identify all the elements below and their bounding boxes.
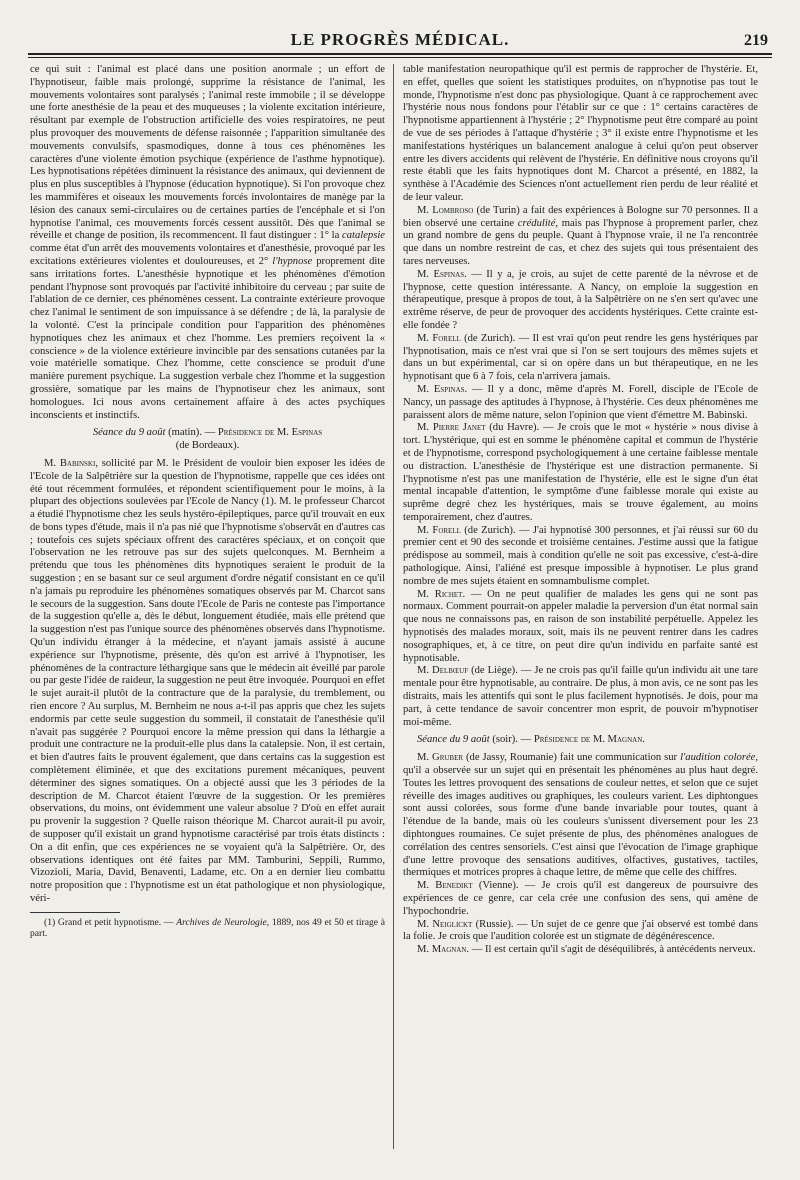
speaker-name: M. Lombroso [417,204,474,216]
paragraph: M. Magnan. — Il est certain qu'il s'agit de déséquilibrés, à antécédents nerveux. [417,944,756,956]
journal-title: LE PROGRÈS MÉDICAL. [290,30,510,49]
paragraph: M. Delbœuf (de Liège). — Je ne crois pas qu'il faille qu'un individu ait une tare mentale pour être hypnotisable, au contraire. De plus, à mon avis, ce ne sont pas les distraits, mais les attentifs qui sont le plus facilement hypnotisés. Je dois, pour ma part, à cette tendance de savoir concentrer mon esprit, de pouvoir m'hypnotiser moi-même. [403,665,758,728]
paragraph: ce qui suit : l'animal est placé dans une position anormale ; un effort de l'hypnotiseur, faible mais prolongé, supprime la résistance de l'animal, les mouvements volontaires sont paralysés ; l'animal reste immobile ; il se développe une forte anesthésie de la peau et des muqueuses ; la violente excitation intérieure, résultant par exemple de l'obstruction artificielle des voies respiratoires, ne peut plus provoquer des mouvements de défense raisonnée ; l'apparition simultanée des mouvements convulsifs, spasmodiques, donne à tous ces phénomènes les caractères d'une violente émotion psychique (expérience de l'asthme hypnotique). Les hypnotisations répétées diminuent la résistance des animaux, qui deviennent de plus en plus susceptibles à l'hypnose (éducation hypnotique). Si l'on provoque chez les mammifères et oiseaux les mouvements forcés involontaires de manège par la lésion des canaux semi-circulaires ou de certaines parties de l'encéphale et si l'on hypnotise l'animal, ces mouvements forcés cessent aussitôt. Dès que l'animal se réveille et change de position, ils recommencent. Il faut distinguer : 1° la catalepsie comme état d'un arrêt des mouvements volontaires et d'anesthésie, provoqué par les excitations extérieures violentes et douloureuses, et 2° l'hypnose proprement dite sans irritations fortes. L'anesthésie hypnotique et les phénomènes d'émotion pendant l'hypnose sont provoqués par l'activité inhibitoire du cerveau ; par suite de l'ablation de ce dernier, ces phénomènes cessent. La contrainte extérieure provoque chez l'animal le sentiment de son impuissance à se défendre ; de là, la paralysie de la volonté. C'est la principale condition pour l'apparition des phénomènes hypnotiques chez les animaux et chez l'homme. Les premiers reçoivent la « conscience » de la violence extérieure invincible par des sensations cutanées par la voie matérielle somatique. Chez l'homme, cette conscience se produit d'une manière purement psychique. La suggestion verbale chez l'homme et la suggestion grossière, somatique par les mains de l'hypnotiseur chez les animaux, sont homologues. Ici nous avons certainement affaire à des actes psychiques inconscients et instinctifs. [30,64,385,421]
speaker-name: M. Magnan [417,944,467,956]
speaker-name: M. Forell [417,332,461,344]
speaker-name: M. Gruber [417,752,464,764]
paragraph: M. Gruber (de Jassy, Roumanie) fait une communication sur l'audition colorée, qu'il a observée sur un sujet qui en présentait les phénomènes au plus haut degré. Toutes les lettres provoquent des sensations de couleur nettes, et selon que ce sujet réveille des images auditives ou graphiques, les couleurs varient. Les diphtongues sont aussi colorées, sous forme d'une bande invariable pour toutes, quant à l'étendue de la bande, mais où les couleurs s'unissent diversement pour les 23 diphtongues roumaines. Ce sujet présente de plus, des phénomènes analogues de corrélation des centres sensoriels. C'est ainsi que l'évocation de l'image graphique d'une lettre provoque des sensations auditives, olfactives, gustatives, tactiles, thermiques et motrices propres à chaque lettre, de même que celle des chiffres. [403,752,759,879]
footnote-rule [30,912,120,913]
speaker-name: M. Delbœuf [417,665,469,677]
right-column [403,64,758,957]
paragraph: M. Benedikt (Vienne). — Je crois qu'il est dangereux de poursuivre des expériences de ce genre, car cela crée une confusion des sens, qui amène de l'hypochondrie. [403,880,758,917]
session-heading: Séance du 9 août (soir). — Présidence de M. Magnan. [417,734,645,746]
paragraph: M. Espinas. — Il y a donc, même d'après M. Forell, disciple de l'Ecole de Nancy, un passage des aptitudes à l'hypnose, à l'hystérie. Ces deux phénomènes me paraissent alors de même nature, selon l'opinion que vient d'émettre M. Babinski. [403,383,759,421]
header-rule-thick [28,53,772,55]
speaker-name: M. Benedikt [417,880,473,892]
page-number: 219 [744,32,768,49]
session-heading: Séance du 9 août (matin). — Présidence de M. Espinas (de Bordeaux). [92,427,323,452]
paragraph: M. Richet. — On ne peut qualifier de malades les gens qui ne sont pas normaux. Comment pourrait-on appeler maladie la perversion d'un état normal sain que nous ne connaissons pas, en raison de son instabilité perpétuelle. Appelez les hypnotisés des malades moraux, soit, mais ils ne peuvent rentrer dans les cadres nosographiques, et, à ce titre, on peut dire qu'un individu en parfaite santé est hypnotisable. [403,588,758,664]
paragraph: M. Espinas. — Il y a, je crois, au sujet de cette parenté de la névrose et de l'hypnose, cette question intéressante. A Nancy, on emploie la suggestion en thérapeutique, presque à propos de tout, à la Salpêtrière on ne s'en sert qu'avec une extrême réserve, de peur de provoquer des accidents hystériques. Cette crainte est-elle fondée ? [403,268,759,331]
paragraph: M. Forell (de Zurich). — Il est vrai qu'on peut rendre les gens hystériques par l'hypnotisation, mais ce n'est vrai que si l'on se sert toujours des mêmes sujets et dans un but expérimental, car si on opère dans un but thérapeutique, en ne les hypnotisant que 6 à 7 fois, cela n'arrivera jamais. [403,332,758,383]
speaker-name: M. Neiglickt [417,918,473,930]
header-rule-thin [28,57,772,58]
footnote: (1) Grand et petit hypnotisme. — Archives de Neurologie, 1889, nos 49 et 50 et tirage à part. [30,916,385,940]
paragraph: table manifestation neuropathique qu'il est permis de rapprocher de l'hystérie. Et, en effet, quelles que soient les statistiques produites, on n'hypnotise pas tout le monde, l'hypnotisme n'est donc pas physiologique. Quant à ce rapprochement avec l'hystérie nous nous fondons pour l'établir sur ce que : 1° certains caractères de l'hypnotisme appartiennent à l'hystérie ; 2° l'hypnotisme peut être comparé au point de vue de ses périodes à l'attaque d'hystérie ; 3° il existe entre l'hypnotisme et les manifestations hystériques un balancement analogue à celui qu'on peut observer entre les divers accidents qui relèvent de l'hystérie. En définitive nous croyons qu'il reste établi que les faits hypnotiques dont M. Charcot a présenté, en 1882, la synthèse à l'Académie des Sciences n'ont actuellement rien perdu de leur réalité et de leur valeur. [403,64,758,203]
speaker-name: M. Forell [417,524,461,536]
speaker-name: M. Espinas [417,383,465,395]
speaker-name: M. Richet [417,588,463,600]
speaker-name: M. Pierre Janet [417,422,486,434]
left-column [30,64,385,940]
paragraph: M. Lombroso (de Turin) a fait des expériences à Bologne sur 70 personnes. Il a bien observé une certaine crédulité, mais pas l'hypnose à proprement parler, chez un grand nombre de gens du peuple. Quant à l'hypnose vraie, il ne l'a rencontrée que dans un nombre restreint de cas, et chez des sujets qui tous présentaient des tares nerveuses. [403,204,759,267]
speaker-name: M. Babinski [44,457,96,469]
speaker-name: M. Espinas [417,268,465,280]
running-header [32,28,768,50]
column-divider [393,64,394,1149]
paragraph: M. Forell (de Zurich). — J'ai hypnotisé 300 personnes, et j'ai réussi sur 60 du premier cent et 90 des seconde et troisième centaines. J'estime aussi que la fatigue prédispose au sommeil, mais à condition qu'elle ne soit pas excessive, c'est-à-dire pathologique. Ainsi, l'aliéné est presque impossible à hypnotiser. Le plus grand nombre de mes sujets étaient en somnambulisme complet. [403,524,758,587]
paragraph: M. Babinski, sollicité par M. le Président de vouloir bien exposer les idées de l'Ecole de la Salpêtrière sur la question de l'hypnotisme, rappelle que ces idées ont été tout récemment formulées, et répondent scientifiquement pour le moins, à la plupart des objections soulevées par l'Ecole de Nancy (1). M. le professeur Charcot a étudié l'hypnotisme chez les seuls hystéro-épileptiques, parce qu'il trouvait en eux de bons types d'étude, mais il n'a pas nié que l'hypnotisme s'observât en d'autres cas ; toutefois ces sujets spéciaux offrent des caractères spéciaux, et on conçoit que l'observation ne les retrouve pas sur des sujets quelconques. M. Bernheim a prétendu que tous les phénomènes dits hypnotiques seraient le produit de la suggestion ; en se basant sur ce seul argument d'ordre négatif consistant en ce qu'il n'a jamais pu reproduire les phénomènes somatiques observés par M. Charcot sans le secours de la suggestion. Sans doute l'Ecole de Paris ne conteste pas l'importance de la suggestion qu'elle a, dès le début, longuement étudiée, mais elle prétend que la suggestion n'est pas l'unique source des phénomènes observés dans l'hypnotisme. Qu'un individu étranger à la médecine, et n'ayant jamais assisté à aucune expérience sur l'hypnotisme, présente, dès qu'on est arrivé à l'hypnotiser, les phénomènes de la contracture léthargique sans que le médecin ait éveillé par parole ou par geste l'idée de raideur, la suggestion ne peut être invoquée. Pourquoi en effet le sujet aurait-il plutôt de la contracture que de la paralysie, du tremblement, ou rien encore ? Au surplus, M. Bernheim ne nous a-t-il pas appris que chez les sujets endormis par cette seule suggestion du sommeil, il constatait de l'anesthésie qu'il n'avait pas suggérée ? Pourquoi encore la même pression qui dans la léthargie a produit une contracture ne la produit-elle plus dans la catalepsie. Non, il est certain, et bien d'autres faits le prouvent également, que dans certains cas la suggestion est complètement éliminée, et que des excitations purement mécaniques, peuvent déterminer des signes somatiques. On a objecté aussi que les 3 périodes de la description de M. Charcot étaient l'œuvre de la suggestion. Or les premières observations, du moins, ont évidemment une valeur absolue ? D'où en effet aurait pu provenir la suggestion ? Quelle raison théorique M. Charcot aurait-il pu avoir, de supposer qu'il existait un grand hypnotisme caractérisé par trois états distincts : On a dit enfin, que ces expériences ne se voyaient qu'à la Salpêtrière. Or, des observations identiques ont été faites par MM. Tamburini, Seppili, Rummo, Vizozioli, Maria, David, Benaventi, Ladame, etc. On a en dernier lieu combattu notre proposition que : l'hypnotisme est un état pathologique et non physiologique, véri- [30,457,385,904]
paragraph: M. Neiglickt (Russie). — Un sujet de ce genre que j'ai observé est tombé dans la folie. Je crois que l'audition colorée est un stigmate de dégénérescence. [403,918,758,943]
paragraph: M. Pierre Janet (du Havre). — Je crois que le mot « hystérie » nous divise à tort. L'hystérique, qui est en somme le phénomène capital et commun de l'hystérie et de l'hypnotisme, correspond psychologiquement à une certaine faiblesse mentale ou distraction. L'anesthésie de l'hystérique est une distraction permanente. Si l'hypnotisme n'est pas une manifestation de l'hystérie, elle est le signe d'un état mental incapable d'attention, le symptôme d'une faiblesse morale qui existe au suprême degré chez les hystériques, mais se trouve également, au moins temporairement, chez d'autres. [403,422,758,523]
